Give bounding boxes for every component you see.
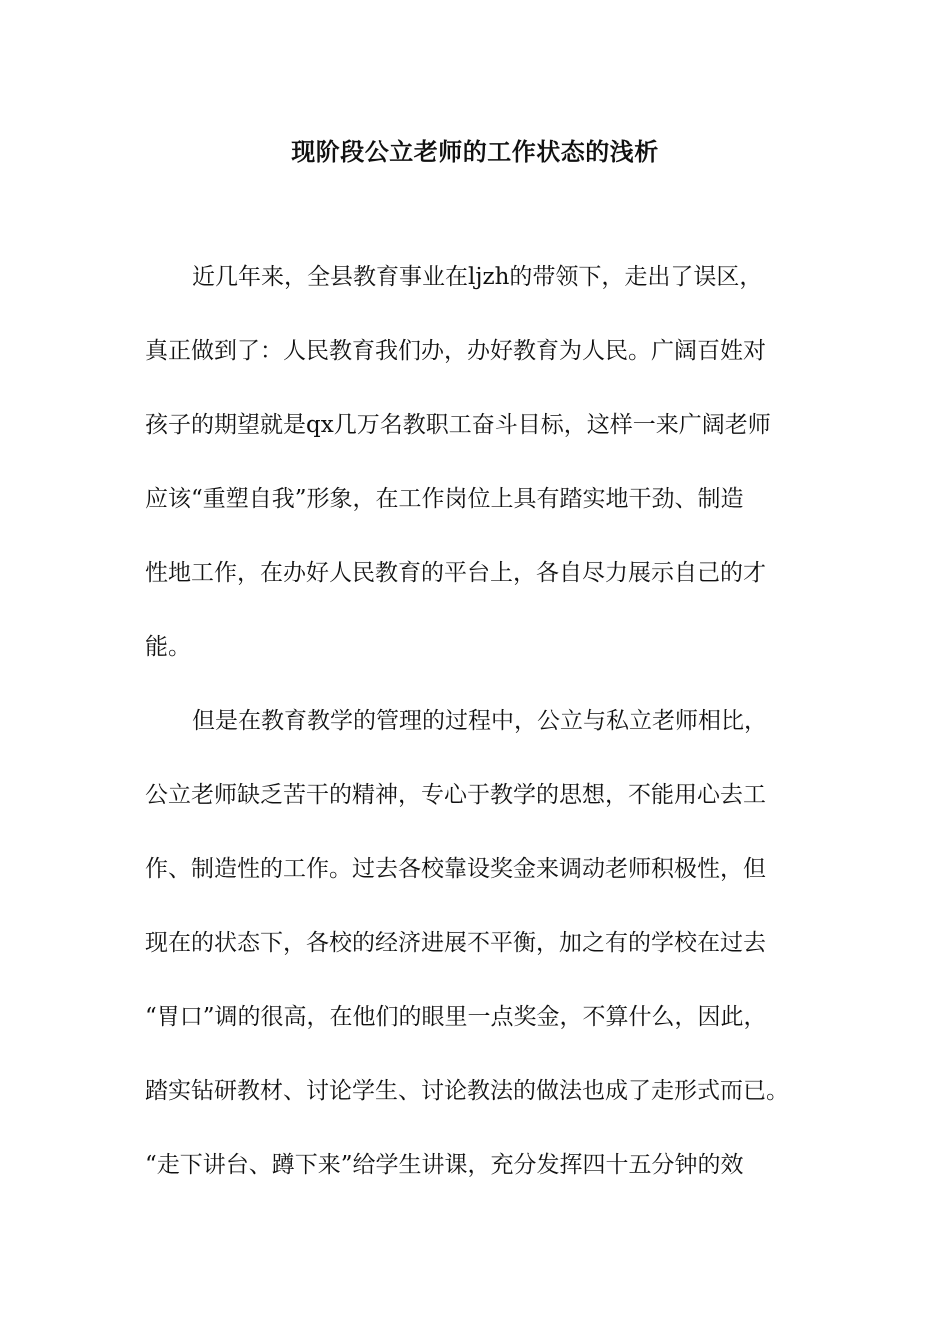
paragraph-line: “走下讲台、蹲下来”给学生讲课，充分发挥四十五分钟的效	[145, 1152, 744, 1178]
paragraph-line: 能。	[145, 634, 191, 660]
paragraph-line: 公立老师缺乏苦干的精神，专心于教学的思想，不能用心去工	[145, 782, 766, 808]
paragraph-line: 作、制造性的工作。过去各校靠设奖金来调动老师积极性，但	[145, 856, 766, 882]
paragraph-line: 性地工作，在办好人民教育的平台上，各自尽力展示自己的才	[145, 560, 766, 586]
paragraph-line: 真正做到了：人民教育我们办，办好教育为人民。广阔百姓对	[145, 338, 766, 364]
paragraph-line: 近几年来，全县教育事业在ljzh的带领下，走出了误区，	[192, 264, 763, 290]
document-title: 现阶段公立老师的工作状态的浅析	[291, 137, 659, 166]
paragraph-line: 应该“重塑自我”形象，在工作岗位上具有踏实地干劲、制造	[145, 486, 744, 512]
paragraph-line: 但是在教育教学的管理的过程中，公立与私立老师相比，	[192, 708, 767, 734]
paragraph-line: 孩子的期望就是qx几万名教职工奋斗目标，这样一来广阔老师	[145, 412, 771, 438]
paragraph-line: “胃口”调的很高，在他们的眼里一点奖金，不算什么，因此，	[145, 1004, 767, 1030]
paragraph-line: 踏实钻研教材、讨论学生、讨论教法的做法也成了走形式而已。	[145, 1078, 789, 1104]
paragraph-line: 现在的状态下，各校的经济进展不平衡，加之有的学校在过去	[145, 930, 766, 956]
